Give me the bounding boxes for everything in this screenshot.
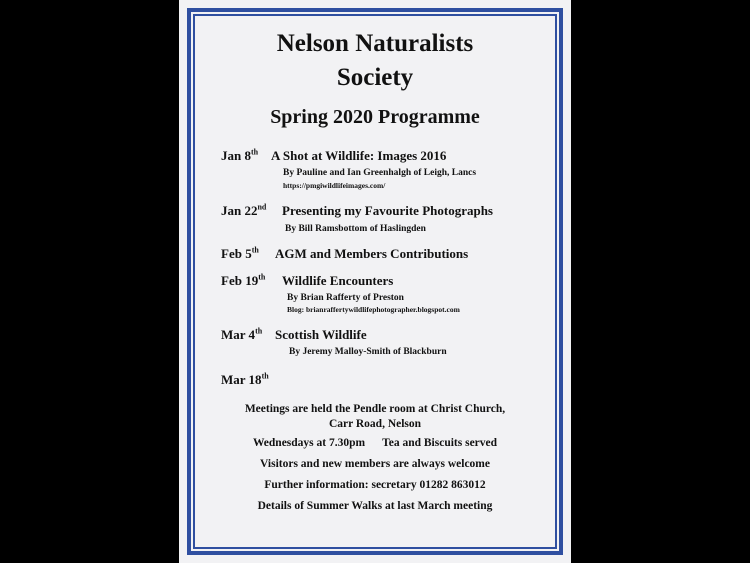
event-speaker: By Brian Rafferty of Preston bbox=[287, 293, 404, 303]
event-link: https://pmgiwildlifeimages.com/ bbox=[283, 181, 386, 190]
event-link: Blog: brianraffertywildlifephotographer.blogspot.com bbox=[287, 305, 460, 314]
event-title: AGM and Members Contributions bbox=[275, 246, 469, 261]
poster-title-line2: Society bbox=[336, 64, 414, 91]
poster bbox=[179, 0, 571, 563]
summer-walks-note: Details of Summer Walks at last March meeting bbox=[257, 500, 493, 512]
event-date: Mar 18th bbox=[221, 371, 269, 387]
event-title: Scottish Wildlife bbox=[275, 327, 367, 342]
meeting-venue-line1: Meetings are held the Pendle room at Christ Church, bbox=[244, 403, 506, 415]
event-title: Presenting my Favourite Photographs bbox=[282, 203, 493, 218]
event-date: Mar 4th bbox=[221, 326, 263, 342]
contact-info: Further information: secretary 01282 863012 bbox=[264, 479, 486, 491]
event-date: Feb 5th bbox=[221, 245, 259, 261]
event-date: Jan 22nd bbox=[221, 202, 267, 218]
event-date: Feb 19th bbox=[221, 272, 266, 288]
event-speaker: By Bill Ramsbottom of Haslingden bbox=[285, 224, 426, 234]
poster-subtitle: Spring 2020 Programme bbox=[270, 106, 480, 128]
event-speaker: By Pauline and Ian Greenhalgh of Leigh, Lancs bbox=[283, 168, 477, 178]
meeting-venue-line2: Carr Road, Nelson bbox=[328, 418, 422, 430]
event-speaker: By Jeremy Malloy-Smith of Blackburn bbox=[289, 347, 447, 357]
poster-title-line1: Nelson Naturalists bbox=[276, 30, 474, 57]
welcome-note: Visitors and new members are always welcome bbox=[260, 458, 490, 470]
meeting-time: Wednesdays at 7.30pm Tea and Biscuits served bbox=[252, 437, 498, 449]
event-title: Wildlife Encounters bbox=[282, 273, 394, 288]
event-date: Jan 8th bbox=[221, 147, 259, 163]
event-title: A Shot at Wildlife: Images 2016 bbox=[271, 148, 447, 163]
